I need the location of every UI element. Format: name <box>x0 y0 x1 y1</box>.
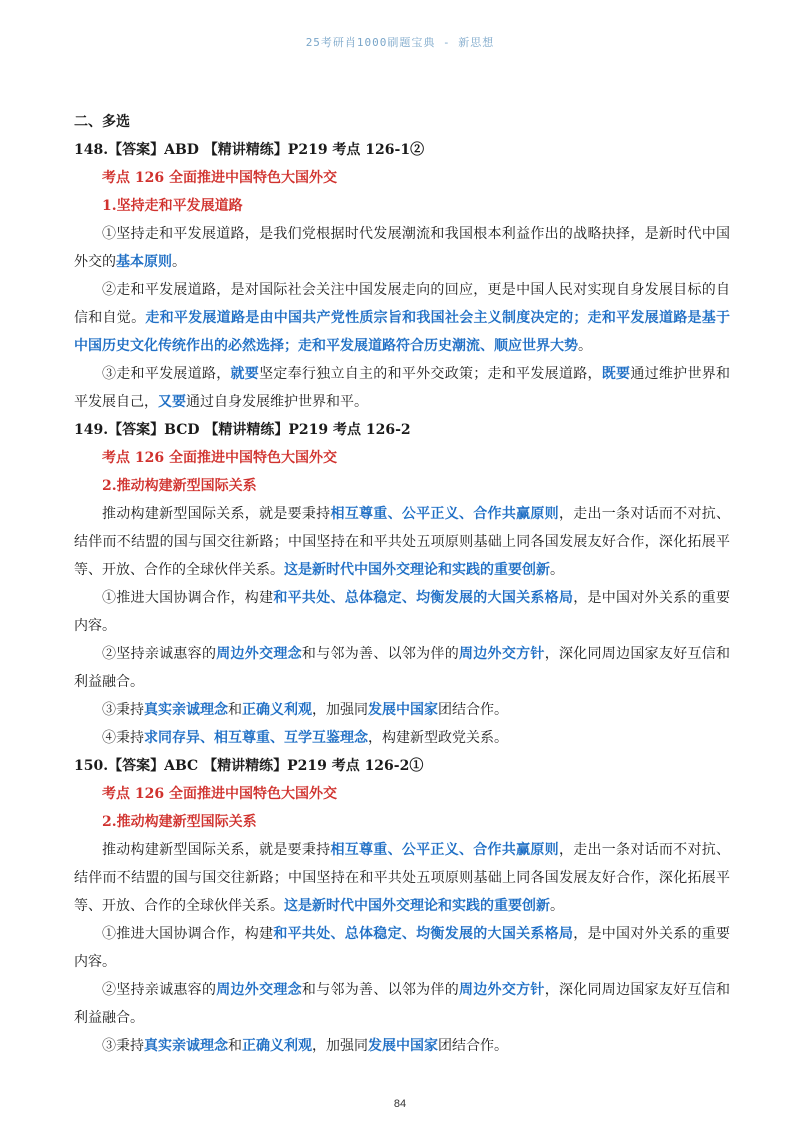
paragraph-150-2 <box>74 920 730 976</box>
page-number: 84 <box>393 1098 407 1110</box>
page-header: 25考研肖1000刷题宝典 - 新思想 <box>305 36 495 49</box>
highlight: 和平共处、总体稳定、均衡发展的大国关系格局 <box>273 590 574 606</box>
text: ②坚持亲诚惠容的 <box>102 646 217 662</box>
text: 。 <box>172 254 186 270</box>
highlight: 既要 <box>601 366 631 382</box>
answer-148: 148.【答案】ABD 【精讲精练】P219 考点 126-1② <box>74 142 425 158</box>
highlight: 正确义利观 <box>242 1038 312 1054</box>
paragraph-149-3 <box>74 640 730 696</box>
highlight: 周边外交方针 <box>459 982 545 998</box>
paragraph-148-2 <box>74 276 730 360</box>
paragraph-149-2 <box>74 584 730 640</box>
highlight: 相互尊重、公平正义、合作共赢原则 <box>330 506 559 522</box>
text: 推动构建新型国际关系，就是要秉持 <box>102 842 331 858</box>
text: ①坚持走和平发展道路，是我们党根据时代发展潮流和我国根本利益作出的战略抉择，是新时代中国外交的 <box>74 226 730 270</box>
text: 。 <box>550 562 564 578</box>
text: ，是中国对外关系的重要内容。 <box>74 590 731 634</box>
highlight: 基本原则 <box>116 254 172 270</box>
text: 团结合作。 <box>438 1038 508 1054</box>
text: 。 <box>578 338 592 354</box>
document-body <box>74 108 730 1060</box>
text: ，构建新型政党关系。 <box>368 730 508 746</box>
text: ，深化同周边国家友好互信和利益融合。 <box>74 982 731 1026</box>
text: ③走和平发展道路， <box>102 366 231 382</box>
text: ④秉持 <box>102 730 144 746</box>
paragraph-149-4 <box>74 696 730 724</box>
text: 通过自身发展维护世界和平。 <box>186 394 368 410</box>
highlight: 就要 <box>230 366 260 382</box>
text: 和与邻为善、以邻为伴的 <box>301 646 459 662</box>
highlight: 周边外交理念 <box>216 982 302 998</box>
highlight: 周边外交理念 <box>216 646 302 662</box>
paragraph-149-1 <box>74 500 730 584</box>
text: ，深化同周边国家友好互信和利益融合。 <box>74 646 731 690</box>
highlight: 真实亲诚理念 <box>144 702 228 718</box>
topic-title-149: 考点 126 全面推进中国特色大国外交 <box>102 450 337 466</box>
text: ②走和平发展道路，是对国际社会关注中国发展走向的回应，更是中国人民对实现自身发展目标的自信和自觉。 <box>74 282 730 326</box>
paragraph-150-3 <box>74 976 730 1032</box>
text: ①推进大国协调合作，构建 <box>102 590 274 606</box>
highlight: 又要 <box>158 394 186 410</box>
text: 推动构建新型国际关系，就是要秉持 <box>102 506 331 522</box>
highlight: 相互尊重、公平正义、合作共赢原则 <box>330 842 559 858</box>
text: ③秉持 <box>102 702 144 718</box>
text: 和与邻为善、以邻为伴的 <box>301 982 459 998</box>
highlight: 求同存异、相互尊重、互学互鉴理念 <box>144 730 368 746</box>
highlight: 这是新时代中国外交理论和实践的重要创新 <box>284 562 550 578</box>
subtopic-title-149: 2.推动构建新型国际关系 <box>102 478 257 494</box>
topic-title-148: 考点 126 全面推进中国特色大国外交 <box>102 170 337 186</box>
text: 和 <box>228 702 242 718</box>
subtopic-title-148: 1.坚持走和平发展道路 <box>102 198 243 214</box>
answer-149: 149.【答案】BCD 【精讲精练】P219 考点 126-2 <box>74 422 411 438</box>
paragraph-150-1 <box>74 836 730 920</box>
text: 通过维护世界和平发展自己， <box>74 366 731 410</box>
text: ，加强同 <box>312 1038 368 1054</box>
highlight: 走和平发展道路是由中国共产党性质宗旨和我国社会主义制度决定的；走和平发展道路是基于中国历史文化传统作出的必然选择；走和平发展道路符合历史潮流、顺应世界大势 <box>74 310 731 354</box>
text: ，是中国对外关系的重要内容。 <box>74 926 731 970</box>
paragraph-150-4 <box>74 1032 730 1060</box>
paragraph-148-1 <box>74 220 730 276</box>
highlight: 这是新时代中国外交理论和实践的重要创新 <box>284 898 550 914</box>
highlight: 周边外交方针 <box>459 646 545 662</box>
text: ，走出一条对话而不对抗、结伴而不结盟的国与国交往新路；中国坚持在和平共处五项原则基础上同各国发展友好合作，深化拓展平等、开放、合作的全球伙伴关系。 <box>74 842 731 914</box>
text: ，走出一条对话而不对抗、结伴而不结盟的国与国交往新路；中国坚持在和平共处五项原则基础上同各国发展友好合作，深化拓展平等、开放、合作的全球伙伴关系。 <box>74 506 731 578</box>
text: ②坚持亲诚惠容的 <box>102 982 217 998</box>
text: 和 <box>228 1038 242 1054</box>
subtopic-title-150: 2.推动构建新型国际关系 <box>102 814 257 830</box>
paragraph-149-5 <box>74 724 730 752</box>
text: ③秉持 <box>102 1038 144 1054</box>
text: 。 <box>550 898 564 914</box>
text: 团结合作。 <box>438 702 508 718</box>
topic-title-150: 考点 126 全面推进中国特色大国外交 <box>102 786 337 802</box>
text: ①推进大国协调合作，构建 <box>102 926 274 942</box>
section-title: 二、多选 <box>74 114 130 130</box>
highlight: 发展中国家 <box>368 1038 438 1054</box>
highlight: 正确义利观 <box>242 702 312 718</box>
highlight: 真实亲诚理念 <box>144 1038 228 1054</box>
answer-150: 150.【答案】ABC 【精讲精练】P219 考点 126-2① <box>74 758 424 774</box>
text: ，加强同 <box>312 702 368 718</box>
text: 坚定奉行独立自主的和平外交政策；走和平发展道路， <box>259 366 602 382</box>
highlight: 和平共处、总体稳定、均衡发展的大国关系格局 <box>273 926 574 942</box>
paragraph-148-3 <box>74 360 730 416</box>
highlight: 发展中国家 <box>368 702 438 718</box>
